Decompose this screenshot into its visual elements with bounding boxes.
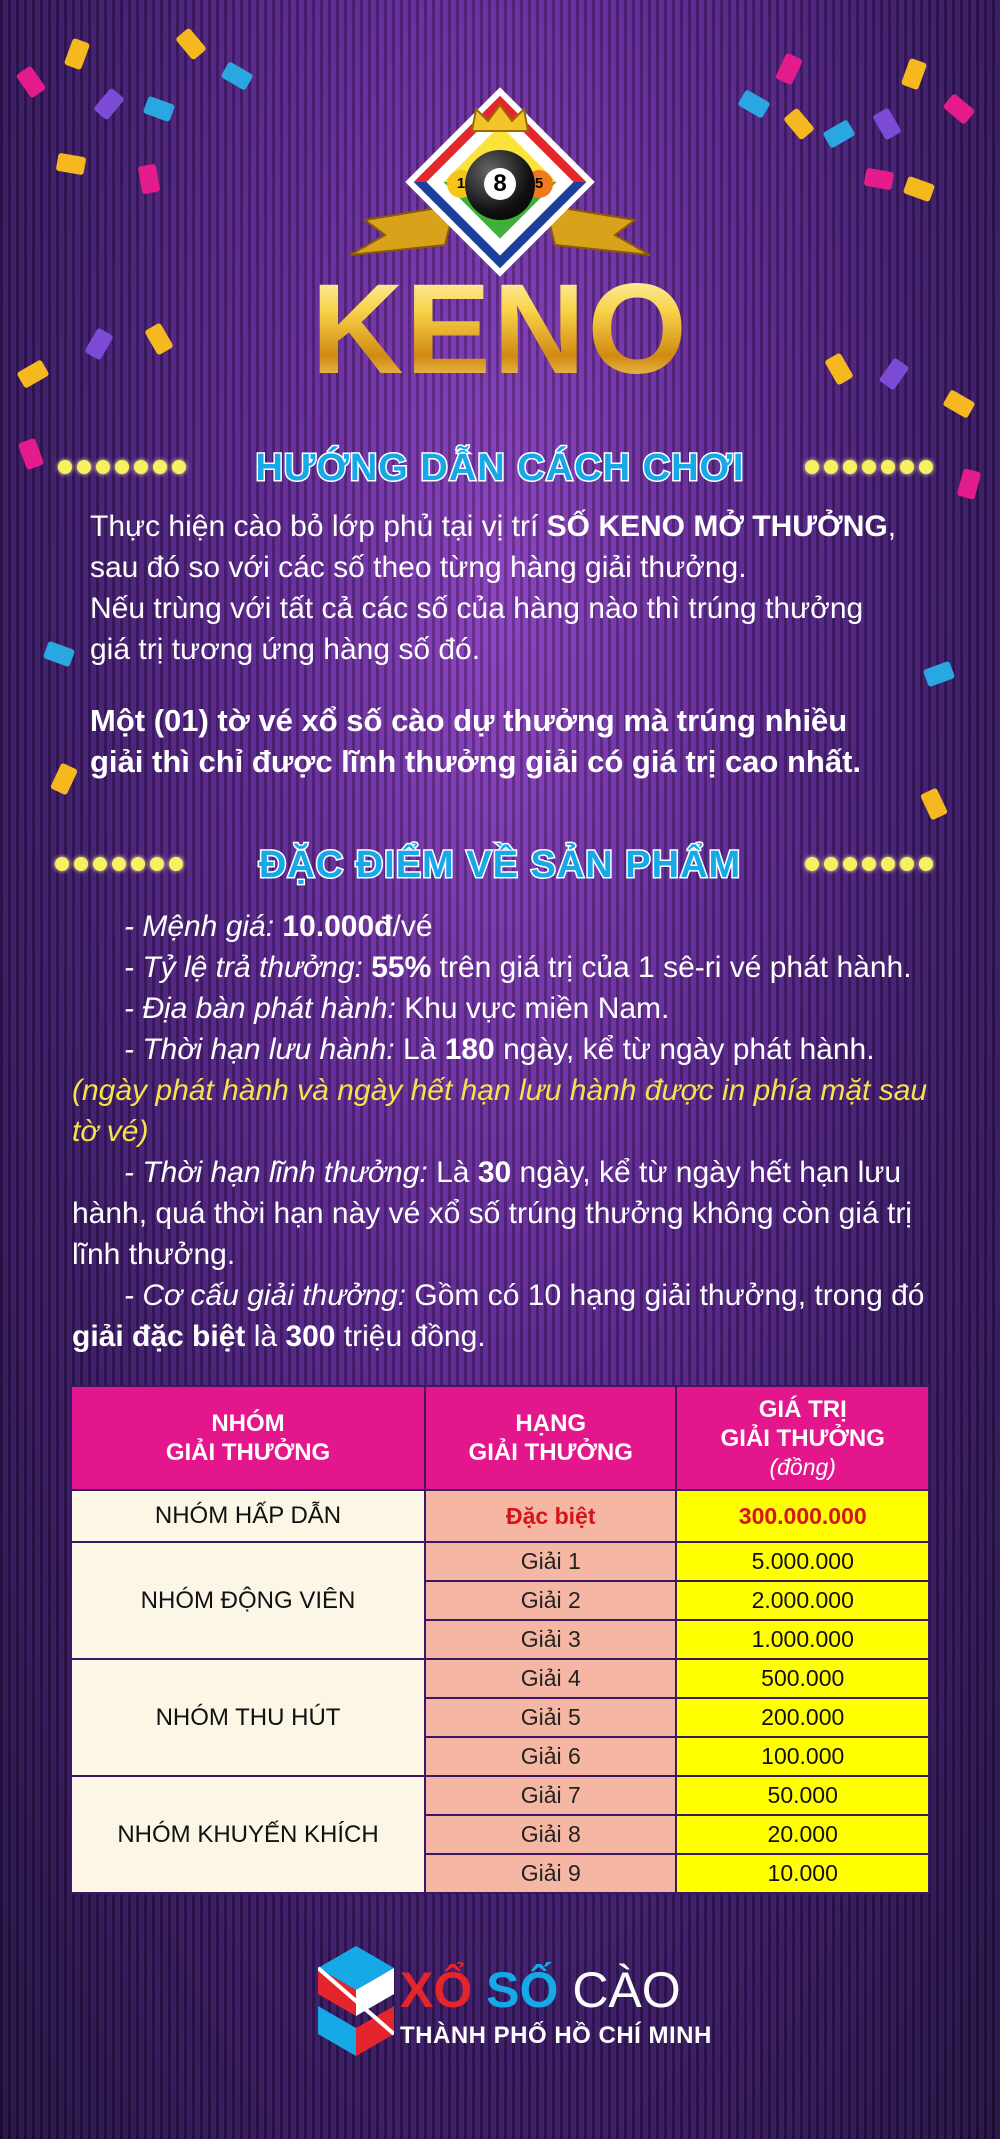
feature-structure: - Cơ cấu giải thưởng: Gồm có 10 hạng giải thưởng, trong đó giải đặc biệt là 300 triệu đồng. — [72, 1279, 925, 1353]
rank-cell: Giải 5 — [425, 1698, 676, 1737]
confetti-piece — [16, 65, 47, 98]
feature-circulation-note: (ngày phát hành và ngày hết hạn lưu hành được in phía mặt sau tờ vé) — [72, 1074, 928, 1148]
rank-cell: Đặc biệt — [425, 1490, 676, 1542]
confetti-piece — [138, 164, 161, 195]
group-cell: NHÓM HẤP DẪN — [71, 1490, 425, 1542]
confetti-piece — [737, 89, 770, 119]
features-list — [72, 906, 952, 1357]
confetti-piece — [64, 38, 90, 70]
value-cell: 10.000 — [676, 1854, 929, 1893]
group-cell: NHÓM ĐỘNG VIÊN — [71, 1542, 425, 1659]
rank-cell: Giải 9 — [425, 1854, 676, 1893]
confetti-piece — [143, 96, 175, 122]
confetti-piece — [93, 87, 125, 120]
value-cell: 5.000.000 — [676, 1542, 929, 1581]
rank-cell: Giải 3 — [425, 1620, 676, 1659]
rank-cell: Giải 4 — [425, 1659, 676, 1698]
table-header-row — [71, 1386, 929, 1490]
confetti-piece — [901, 58, 927, 90]
value-cell: 100.000 — [676, 1737, 929, 1776]
confetti-piece — [175, 27, 207, 60]
value-cell: 2.000.000 — [676, 1581, 929, 1620]
features-title: ĐẶC ĐIỂM VỀ SẢN PHẨM — [258, 844, 742, 886]
dots-left — [55, 857, 183, 873]
feature-circulation: - Thời hạn lưu hành: Là 180 ngày, kể từ ngày phát hành. — [124, 1033, 875, 1066]
rank-cell: Giải 8 — [425, 1815, 676, 1854]
rank-cell: Giải 1 — [425, 1542, 676, 1581]
brand-subtitle: THÀNH PHỐ HỒ CHÍ MINH — [400, 2022, 712, 2049]
feature-payout: - Tỷ lệ trả thưởng: 55% trên giá trị của 1 sê-ri vé phát hành. — [124, 951, 912, 984]
rank-cell: Giải 2 — [425, 1581, 676, 1620]
table-row — [71, 1542, 929, 1581]
ball-left: 1 — [447, 170, 475, 198]
how-to-play-text: Thực hiện cào bỏ lớp phủ tại vị trí SỐ KENO MỞ THƯỞNG, sau đó so với các số theo từng hàng giải thưởng. Nếu trùng với tất cả các số của hàng nào thì trúng thưởng giá trị tương ứng hàng số đó. — [90, 510, 897, 666]
confetti-piece — [783, 107, 815, 140]
confetti-piece — [903, 176, 935, 202]
brand-word-2: SỐ — [486, 1962, 559, 2018]
rank-cell: Giải 6 — [425, 1737, 676, 1776]
value-cell: 1.000.000 — [676, 1620, 929, 1659]
prize-table — [70, 1385, 930, 1894]
brand-logo-icon — [318, 1946, 394, 2056]
dots-right — [805, 857, 933, 873]
confetti-piece — [56, 153, 87, 176]
group-cell: NHÓM THU HÚT — [71, 1659, 425, 1776]
ball-center-number: 8 — [484, 168, 516, 200]
value-cell: 300.000.000 — [676, 1490, 929, 1542]
header-prize-group: NHÓM GIẢI THƯỞNG — [71, 1386, 425, 1490]
feature-price: - Mệnh giá: 10.000đ/vé — [124, 910, 433, 943]
how-to-play-note: Một (01) tờ vé xổ số cào dự thưởng mà trúng nhiều giải thì chỉ được lĩnh thưởng giải có giá trị cao nhất. — [90, 703, 862, 779]
confetti-piece — [43, 641, 75, 667]
confetti-piece — [822, 119, 855, 149]
how-to-play-title: HƯỚNG DẪN CÁCH CHƠI — [255, 447, 745, 489]
rank-cell: Giải 7 — [425, 1776, 676, 1815]
brand-word-1: XỔ — [400, 1962, 473, 2018]
confetti-piece — [50, 763, 78, 796]
confetti-piece — [942, 93, 975, 125]
crown-icon — [468, 103, 532, 133]
header-prize-value: GIÁ TRỊ GIẢI THƯỞNG (đồng) — [676, 1386, 929, 1490]
confetti-piece — [872, 107, 902, 140]
value-cell: 500.000 — [676, 1659, 929, 1698]
feature-claim: - Thời hạn lĩnh thưởng: Là 30 ngày, kể từ ngày hết hạn lưu hành, quá thời hạn này vé xổ số trúng thưởng không còn giá trị lĩnh thưởng. — [72, 1156, 912, 1271]
how-to-play-heading — [0, 443, 1000, 493]
features-heading — [0, 840, 1000, 890]
confetti-piece — [220, 61, 253, 91]
value-cell: 50.000 — [676, 1776, 929, 1815]
table-row — [71, 1490, 929, 1542]
table-row — [71, 1776, 929, 1815]
feature-area: - Địa bàn phát hành: Khu vực miền Nam. — [124, 992, 670, 1025]
value-cell: 20.000 — [676, 1815, 929, 1854]
ball-right: 5 — [525, 170, 553, 198]
brand-word-3: CÀO — [572, 1962, 681, 2018]
header-prize-rank: HẠNG GIẢI THƯỞNG — [425, 1386, 676, 1490]
brand-title — [400, 1962, 681, 2018]
keno-title: KENO — [0, 265, 1000, 395]
dots-right — [805, 460, 933, 476]
dots-left — [58, 460, 186, 476]
table-row — [71, 1659, 929, 1698]
confetti-piece — [864, 168, 895, 191]
group-cell: NHÓM KHUYẾN KHÍCH — [71, 1776, 425, 1893]
confetti-piece — [775, 53, 803, 86]
confetti-piece — [920, 788, 948, 821]
value-cell: 200.000 — [676, 1698, 929, 1737]
